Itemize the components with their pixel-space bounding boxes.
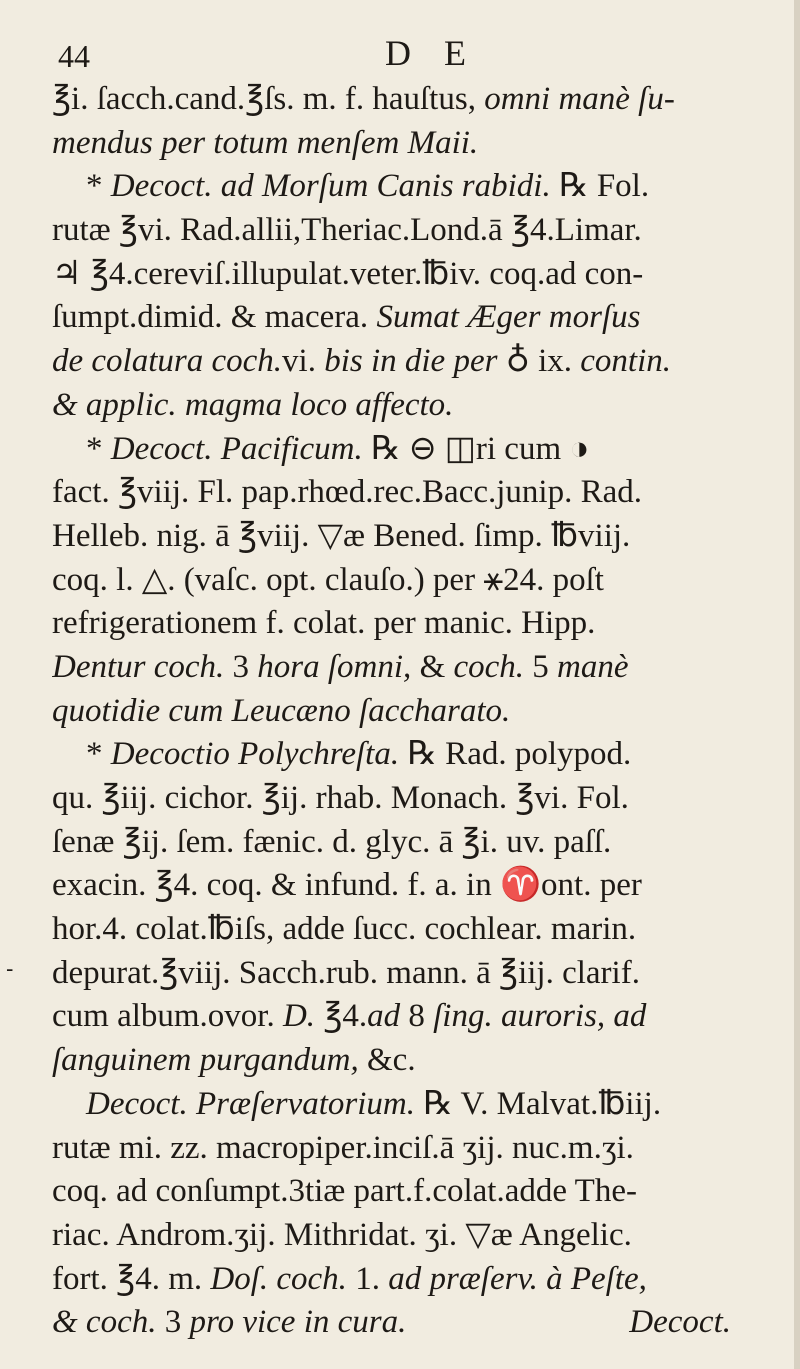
- roman-run: ℥i. ſacch.cand.℥ſs. m. f. hauſtus,: [52, 81, 485, 117]
- text-line: [52, 908, 777, 952]
- italic-run: Dentur coch.: [52, 648, 225, 685]
- margin-mark: -: [6, 957, 14, 982]
- italic-run: Decoct. Præſervatorium.: [86, 1085, 416, 1122]
- roman-run: ſumpt.dimid. & macera.: [52, 299, 377, 336]
- roman-run: &c.: [358, 1042, 416, 1079]
- text-line: [52, 995, 777, 1039]
- text-line: [52, 428, 777, 472]
- text-body: [52, 78, 777, 1345]
- roman-run: cum album.ovor.: [52, 998, 283, 1035]
- text-line: [52, 1170, 777, 1214]
- roman-run: Helleb. nig. ā ℥viij. ▽æ Bened. ſimp. ℔viij.: [52, 517, 631, 554]
- text-line: [52, 952, 777, 996]
- roman-run: rutæ ℥vi. Rad.allii,Theriac.Lond.ā ℥4.Limar.: [52, 212, 642, 249]
- roman-run: 8: [400, 998, 434, 1035]
- roman-run: refrigerationem f. colat. per manic. Hipp.: [52, 605, 596, 642]
- italic-run: bis in die per: [324, 343, 498, 380]
- roman-run: &: [411, 648, 454, 685]
- roman-run: ℞ Fol.: [550, 168, 650, 205]
- italic-run: Doſ. coch.: [210, 1260, 347, 1297]
- italic-run: & applic. magma loco affecto.: [52, 386, 454, 423]
- text-line: [52, 602, 777, 646]
- roman-run: *: [86, 168, 111, 205]
- text-line: [52, 646, 777, 690]
- italic-run: hora ſomni,: [257, 648, 412, 685]
- roman-run: ſenæ ℥ij. ſem. fænic. d. glyc. ā ℥i. uv. paſſ.: [52, 823, 612, 860]
- italic-run: D.: [282, 998, 316, 1035]
- text-line: [52, 777, 777, 821]
- page-number: 44: [58, 38, 90, 74]
- italic-run: de colatura coch.: [52, 343, 283, 380]
- roman-run: qu. ℥iij. cichor. ℥ij. rhab. Monach. ℥vi. Fol.: [52, 780, 629, 816]
- roman-run: *: [86, 430, 111, 467]
- italic-run: ſanguinem purgandum,: [52, 1042, 359, 1079]
- text-line: [52, 1258, 777, 1302]
- roman-run: ℞ V. Malvat.℔iij.: [415, 1085, 662, 1122]
- italic-run: coch.: [453, 648, 525, 685]
- text-line: [52, 122, 777, 166]
- roman-run: ♃ ℥4.cereviſ.illupulat.veter.℔iv. coq.ad con-: [52, 255, 644, 292]
- text-line: [52, 1083, 777, 1127]
- roman-run: coq. l. △. (vaſc. opt. clauſo.) per ⚹24. poſt: [52, 561, 604, 598]
- text-line: [52, 1301, 777, 1345]
- roman-run: exacin. ℥4. coq. & infund. f. a. in ♈ont. per: [52, 867, 642, 904]
- italic-run: Sumat Æger morſus: [376, 299, 641, 336]
- italic-run: Decoct. Pacificum.: [110, 430, 363, 467]
- roman-run: ℞ ⊖ ◫ri cum ◑: [362, 430, 590, 467]
- text-line: [52, 864, 777, 908]
- text-line: [52, 209, 777, 253]
- roman-run: ♁ ix.: [497, 343, 581, 380]
- italic-run: Decoctio Polychreſta.: [110, 736, 400, 773]
- roman-run: fort. ℥4. m.: [52, 1260, 211, 1297]
- roman-run: 3: [156, 1304, 190, 1341]
- text-line: [52, 690, 777, 734]
- page-edge: [794, 0, 800, 1369]
- italic-run: contin.: [580, 343, 672, 380]
- italic-run: omni manè ſu-: [484, 81, 675, 117]
- italic-run: & coch.: [52, 1304, 157, 1341]
- page-header: [0, 28, 800, 82]
- italic-run: quotidie cum Leucæno ſaccharato.: [52, 692, 511, 729]
- text-line: [52, 296, 777, 340]
- italic-run: ad præſerv. à Peſte,: [388, 1260, 647, 1297]
- roman-run: 5: [524, 648, 558, 685]
- italic-run: Decoct. ad Morſum Canis rabidi.: [110, 168, 551, 205]
- italic-run: pro vice in cura.: [189, 1304, 407, 1341]
- roman-run: depurat.℥viij. Sacch.rub. mann. ā ℥iij. clarif.: [52, 954, 640, 991]
- text-line: [52, 1039, 777, 1083]
- text-line: [52, 1214, 777, 1258]
- catchword: Decoct.: [629, 1304, 731, 1341]
- text-line: [52, 821, 777, 865]
- roman-run: 3: [224, 648, 258, 685]
- text-line: [52, 515, 777, 559]
- italic-run: manè: [557, 648, 629, 685]
- text-line: [52, 471, 777, 515]
- roman-run: fact. ℥viij. Fl. pap.rhœd.rec.Bacc.junip. Rad.: [52, 474, 642, 511]
- roman-run: rutæ mi. zz. macropiper.inciſ.ā ʒij. nuc.m.ʒi.: [52, 1129, 634, 1166]
- roman-run: coq. ad conſumpt.3tiæ part.f.colat.adde The-: [52, 1173, 637, 1210]
- running-head: D E: [385, 33, 478, 73]
- text-line: [52, 78, 777, 122]
- roman-run: *: [86, 736, 111, 773]
- roman-run: riac. Androm.ʒij. Mithridat. ʒi. ▽æ Angelic.: [52, 1216, 632, 1253]
- roman-run: 1.: [346, 1260, 389, 1297]
- italic-run: mendus per totum menſem Maii.: [52, 124, 479, 161]
- text-line: [52, 165, 777, 209]
- roman-run: ℞ Rad. polypod.: [399, 736, 632, 773]
- text-line: [52, 253, 777, 297]
- text-line: [52, 559, 777, 603]
- italic-run: ſing. auroris, ad: [433, 998, 647, 1035]
- roman-run: hor.4. colat.℔iſs, adde ſucc. cochlear. marin.: [52, 911, 637, 948]
- italic-run: ad: [367, 998, 401, 1035]
- text-line: [52, 340, 777, 384]
- text-line: [52, 1127, 777, 1171]
- roman-run: vi.: [282, 343, 325, 380]
- text-line: [52, 733, 777, 777]
- text-line: [52, 384, 777, 428]
- roman-run: ℥4.: [315, 998, 368, 1035]
